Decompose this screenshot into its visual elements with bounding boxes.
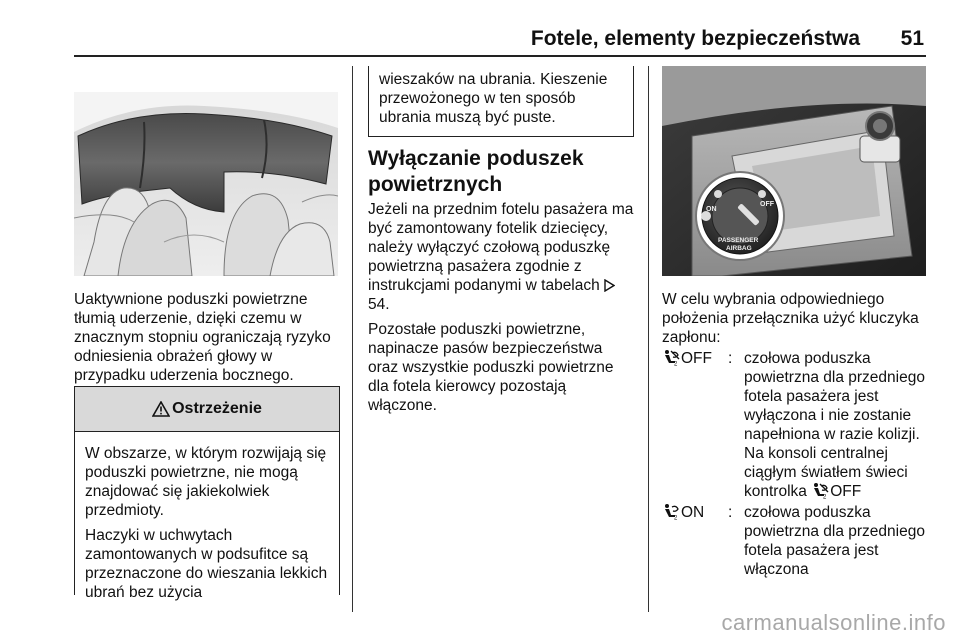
airbag-off-icon: [811, 482, 829, 499]
section-heading: Wyłączanie poduszek powietrznych: [368, 147, 584, 196]
airbag-off-icon: [662, 349, 680, 366]
page-reference-icon: [604, 277, 615, 294]
switch-position-description: czołowa poduszka powietrzna dla przedniego fotela pasażera jest wyłączona i nie zostanie napełniona w razie kolizji. Na konsoli centralnej ciągłym światłem świeci kontrolka 2 OFF: [744, 350, 925, 500]
column-divider-left: [352, 66, 353, 612]
definition-separator: :: [728, 350, 733, 367]
warning-title: Ostrzeżenie: [172, 400, 262, 417]
body-paragraph: Pozostałe poduszki powietrzne, napinacze pasów bezpieczeństwa oraz wszystkie poduszki powietrzne dla fotela kierowcy pozostają włączone.: [368, 321, 614, 414]
column-divider-right: [648, 66, 649, 612]
switch-airbag-label: AIRBAG: [726, 245, 752, 252]
warning-triangle-icon: [152, 401, 170, 417]
svg-text:2: 2: [823, 494, 827, 499]
running-header-title: Fotele, elementy bezpieczeństwa: [530, 27, 860, 50]
switch-position-off: [662, 349, 932, 501]
image-caption: Uaktywnione poduszki powietrzne tłumią uderzenie, dzięki czemu w znacznym stopniu ograniczają ryzyko odniesienia obrażeń głowy w przypadku uderzenia bocznego.: [74, 291, 331, 384]
switch-position-term: OFF: [681, 350, 712, 367]
watermark: carmanualsonline.info: [721, 610, 946, 635]
svg-text:2: 2: [674, 515, 678, 520]
airbag-deactivation-switch-illustration: [662, 66, 926, 276]
switch-off-label: OFF: [760, 201, 774, 208]
section-body: [368, 200, 636, 421]
airbag-on-icon: [662, 503, 680, 520]
switch-position-on: [662, 503, 932, 579]
warning-continued-text: wieszaków na ubrania. Kieszenie przewożonego w ten sposób ubrania muszą być puste.: [379, 71, 608, 126]
page-number: 51: [900, 27, 924, 50]
switch-on-label: ON: [706, 206, 717, 213]
warning-paragraph: W obszarze, w którym rozwijają się poduszki powietrzne, nie mogą znajdować się jakiekolwiek przedmioty.: [85, 445, 327, 519]
definition-separator: :: [728, 504, 733, 521]
warning-header: [75, 387, 339, 432]
warning-paragraph: Haczyki w uchwytach zamontowanych w podsufitce są przeznaczone do wieszania lekkich ubrań bez użycia: [85, 527, 328, 601]
switch-position-term: ON: [681, 504, 705, 521]
body-paragraph: Jeżeli na przednim fotelu pasażera ma być zamontowany fotelik dziecięcy, należy wyłączyć czołową poduszkę powietrzną pasażera zgodnie z instrukcjami podanymi w tabelach 54.: [368, 201, 634, 313]
warning-box-continued: [368, 66, 634, 137]
warning-body: [75, 432, 339, 616]
page-reference[interactable]: 54: [368, 296, 386, 313]
switch-position-description: czołowa poduszka powietrzna dla przedniego fotela pasażera jest włączona: [744, 504, 925, 578]
curtain-airbag-illustration: [74, 92, 338, 276]
svg-text:2: 2: [674, 361, 678, 366]
switch-intro: W celu wybrania odpowiedniego położenia przełącznika użyć kluczyka zapłonu:: [662, 291, 919, 346]
warning-box: [74, 386, 340, 601]
switch-passenger-label: PASSENGER: [718, 237, 759, 244]
switch-positions-list: [662, 349, 932, 581]
header-rule: [74, 55, 926, 57]
